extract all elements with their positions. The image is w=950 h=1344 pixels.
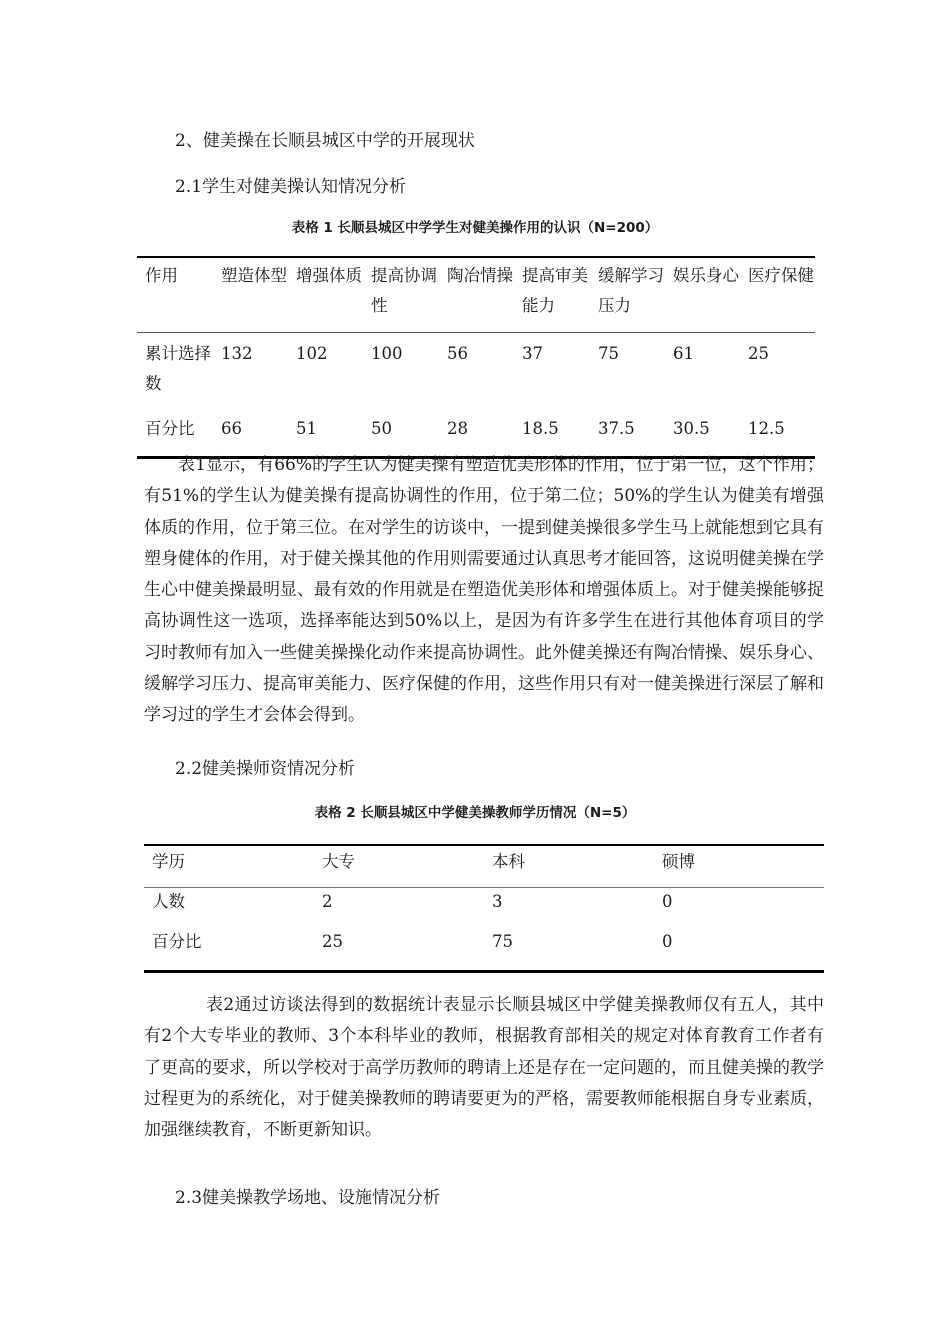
- table2-cell: 0: [662, 932, 673, 951]
- table2-cell: 25: [322, 932, 343, 951]
- table1-education-effect: [137, 256, 815, 459]
- table1-cell: 37.5: [598, 419, 635, 438]
- table1-cell: 25: [748, 344, 769, 363]
- table1-header-cell: 提高协调性: [363, 257, 439, 333]
- table1-cell: 132: [221, 344, 253, 363]
- table1-header-cell: 提高审美能力: [514, 257, 590, 333]
- table1-cell: 100: [371, 344, 403, 363]
- table1-cell: 28: [447, 419, 468, 438]
- table1-cell: 51: [296, 419, 317, 438]
- table1-caption: 表格 1 长顺县城区中学学生对健美操作用的认识（N=200）: [291, 220, 659, 236]
- table1-cell: 37: [522, 344, 543, 363]
- section-heading-2-3: 2.3健美操教学场地、设施情况分析: [175, 1188, 441, 1208]
- section-heading-2-2: 2.2健美操师资情况分析: [175, 759, 356, 779]
- table-row: [137, 333, 815, 409]
- table1-header-cell: 塑造体型: [213, 257, 288, 333]
- table2-header-cell: 学历: [144, 845, 314, 888]
- table1-header-cell: 医疗保健: [740, 257, 815, 333]
- table2-caption: 表格 2 长顺县城区中学健美操教师学历情况（N=5）: [314, 805, 636, 821]
- section-heading-2: 2、健美操在长顺县城区中学的开展现状: [175, 131, 475, 151]
- table1-cell: 66: [221, 419, 242, 438]
- table2-header-cell: 本科: [484, 845, 654, 888]
- paragraph-table1-analysis: 表1显示，有66%的学生认为健美操有塑造优美形体的作用，位于第一位，这个作用；有51%的学生认为健美操有提高协调性的作用，位于第二位；50%的学生认为健美有增强体质的作用，位于第三位。在对学生的访谈中，一提到健美操很多学生马上就能想到它具有塑身健体的作用，对于健关操其他的作用则需要通过认真思考才能回答，这说明健美操在学生心中健美操最明显、最有效的作用就是在塑造优美形体和增强体质上。对于健美操能够捉高协调性这一选项，选择率能达到50%以上，是因为有许多学生在进行其他体育项目的学习时教师有加入一些健美操操化动作来提高协调性。此外健美操还有陶冶情操、娱乐身心、缓解学习压力、提高审美能力、医疗保健的作用，这些作用只有对一健美操进行深层了解和学习过的学生才会体会得到。: [144, 455, 824, 726]
- table2-header-row: [144, 845, 824, 888]
- table1-header-cell: 增强体质: [288, 257, 363, 333]
- paragraph-table2-analysis: 表2通过访谈法得到的数据统计表显示长顺县城区中学健美操教师仅有五人，其中有2个大专毕业的教师、3个本科毕业的教师，根据教育部相关的规定对体育教育工作者有了更高的要求，所以学校对于高学历教师的聘请上还是存在一定问题的，而且健美操的教学过程更为的系统化，对于健美操教师的聘请要更为的严格，需要教师能根据自身专业素质，加强继续教育，不断更新知识。: [144, 995, 824, 1141]
- table1-cell: 百分比: [145, 419, 195, 438]
- table2-header-cell: 大专: [314, 845, 484, 888]
- table1-cell: 18.5: [522, 419, 559, 438]
- table1-cell: 61: [673, 344, 694, 363]
- table2-cell: 百分比: [152, 932, 202, 951]
- table1-cell: 102: [296, 344, 328, 363]
- table1-cell: 56: [447, 344, 468, 363]
- table2-cell: 75: [492, 932, 513, 951]
- section-heading-2-1: 2.1学生对健美操认知情况分析: [175, 177, 407, 197]
- table1-cell: 12.5: [748, 419, 785, 438]
- table1-header-cell: 陶冶情操: [439, 257, 514, 333]
- table1-header-cell: 缓解学习压力: [590, 257, 665, 333]
- table2-cell: 3: [492, 892, 503, 911]
- table-row: [144, 929, 824, 972]
- table1-header-cell: 作用: [137, 257, 213, 333]
- table-row: [144, 888, 824, 930]
- table1-cell: 50: [371, 419, 392, 438]
- table1-cell: 30.5: [673, 419, 710, 438]
- table1-header-cell: 娱乐身心: [665, 257, 740, 333]
- table2-cell: 人数: [152, 892, 185, 911]
- table2-teacher-education: [144, 844, 824, 973]
- table2-header-cell: 硕博: [654, 845, 824, 888]
- table2-cell: 0: [662, 892, 673, 911]
- table1-cell: 75: [598, 344, 619, 363]
- table1-cell: 累计选择数: [145, 344, 211, 393]
- table2-cell: 2: [322, 892, 333, 911]
- table1-header-row: [137, 257, 815, 333]
